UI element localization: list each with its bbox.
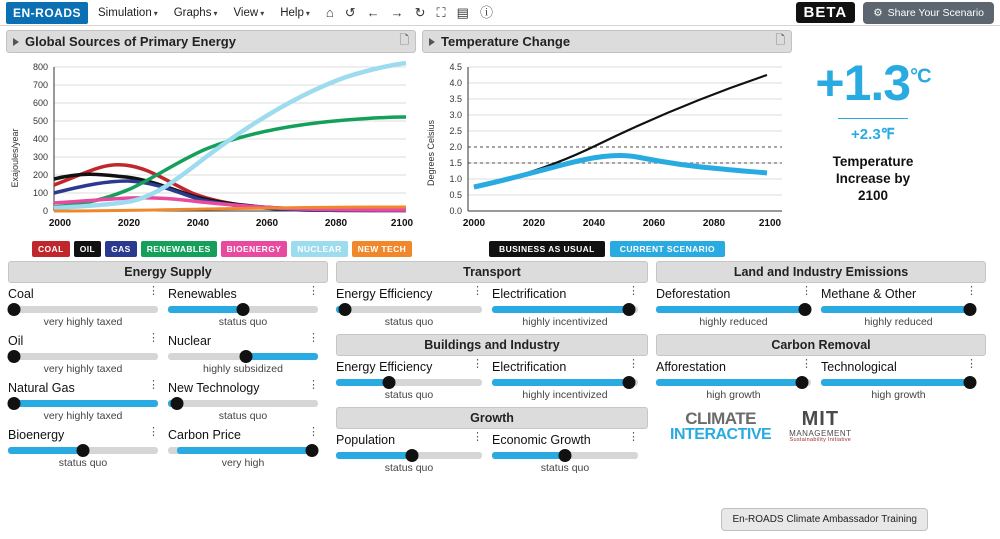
slider-transport-electrification-label: Electrification	[492, 287, 567, 301]
kebab-menu-icon[interactable]: ⋮	[966, 285, 977, 297]
svg-text:800: 800	[32, 62, 48, 72]
triangle-right-icon[interactable]	[429, 38, 435, 46]
menu-help[interactable]	[280, 7, 310, 19]
group-carbon-removal-title: Carbon Removal	[656, 334, 986, 356]
slider-buildings-electrification-fill	[492, 379, 629, 386]
slider-bioenergy-track[interactable]	[8, 447, 158, 454]
copy-icon[interactable]: 🗋	[775, 33, 785, 47]
kebab-menu-icon[interactable]: ⋮	[308, 285, 319, 297]
slider-coal-knob[interactable]	[8, 303, 21, 316]
slider-transport-electrification-knob[interactable]	[623, 303, 636, 316]
slider-coal-status: very highly taxed	[43, 316, 123, 328]
temperature-caption-line3: 2100	[857, 187, 889, 203]
temperature-fahrenheit: +2.3℉	[838, 118, 908, 143]
svg-text:2060: 2060	[255, 218, 279, 229]
svg-text:2000: 2000	[462, 218, 486, 229]
slider-population-track[interactable]	[336, 452, 482, 459]
slider-afforestation-label: Afforestation	[656, 360, 726, 374]
climate-interactive-logo[interactable]	[670, 410, 771, 443]
svg-text:2.0: 2.0	[449, 142, 462, 152]
climate-ambassador-training-button[interactable]: En-ROADS Climate Ambassador Training	[721, 508, 928, 531]
slider-technological-track[interactable]	[821, 379, 976, 386]
land-sliders	[656, 287, 986, 334]
panel-primary-energy-header[interactable]	[6, 30, 416, 53]
group-energy-supply-title: Energy Supply	[8, 261, 328, 283]
svg-text:4.0: 4.0	[449, 78, 462, 88]
slider-technological[interactable]	[821, 360, 986, 401]
svg-text:0.0: 0.0	[449, 206, 462, 216]
slider-economic-growth[interactable]	[492, 433, 648, 474]
back-icon[interactable]: ←	[366, 5, 380, 20]
slider-population[interactable]	[336, 433, 492, 474]
svg-text:2020: 2020	[117, 218, 141, 229]
redo-icon[interactable]: ↻	[414, 5, 426, 20]
app-logo[interactable]: EN-ROADS	[6, 2, 88, 24]
slider-buildings-electrification-track[interactable]	[492, 379, 638, 386]
svg-text:200: 200	[32, 170, 48, 180]
slider-carbon-price[interactable]	[168, 428, 328, 469]
svg-text:100: 100	[32, 188, 48, 198]
slider-new-technology-knob[interactable]	[171, 397, 184, 410]
temperature-caption	[798, 154, 948, 205]
slider-transport-electrification-track[interactable]	[492, 306, 638, 313]
menu-graphs[interactable]	[174, 7, 218, 19]
svg-text:2080: 2080	[702, 218, 726, 229]
growth-sliders	[336, 433, 648, 480]
slider-natural-gas-knob[interactable]	[8, 397, 21, 410]
slider-population-label: Population	[336, 433, 396, 447]
undo-icon[interactable]: ↺	[344, 5, 356, 20]
slider-bioenergy-label: Bioenergy	[8, 428, 65, 442]
legend-renewables[interactable]: RENEWABLES	[141, 241, 217, 257]
slider-afforestation-fill	[656, 379, 802, 386]
svg-text:3.0: 3.0	[449, 110, 462, 120]
slider-nuclear-knob[interactable]	[240, 350, 253, 363]
transport-sliders	[336, 287, 648, 334]
slider-oil[interactable]	[8, 334, 168, 375]
climate-interactive-line1: CLIMATE	[685, 409, 756, 429]
carbon-removal-sliders	[656, 360, 986, 407]
footer-logos	[656, 409, 986, 444]
slider-economic-growth-fill	[492, 452, 565, 459]
temperature-number: +1.3	[815, 55, 911, 111]
panel-temperature-change	[422, 30, 792, 257]
charts-row	[0, 26, 1000, 257]
menu-simulation-label: Simulation	[98, 6, 152, 19]
copy-icon[interactable]: 🗋	[399, 33, 409, 47]
share-icon: ⚙	[873, 6, 883, 19]
slider-bioenergy-knob[interactable]	[77, 444, 90, 457]
slider-transport-electrification-fill	[492, 306, 629, 313]
menu-graphs-label: Graphs	[173, 6, 212, 19]
slider-buildings-electrification-status: highly incentivized	[522, 389, 608, 401]
slider-technological-status: high growth	[871, 389, 926, 401]
buildings-sliders	[336, 360, 648, 407]
svg-text:2040: 2040	[186, 218, 210, 229]
svg-text:Exajoules/year: Exajoules/year	[10, 128, 20, 188]
svg-text:2060: 2060	[642, 218, 666, 229]
slider-new-technology-track[interactable]	[168, 400, 318, 407]
home-icon[interactable]: ⌂	[325, 5, 334, 20]
group-land-title: Land and Industry Emissions	[656, 261, 986, 283]
slider-transport-energy-efficiency-label: Energy Efficiency	[336, 287, 433, 301]
slider-deforestation-fill	[656, 306, 805, 313]
triangle-right-icon[interactable]	[13, 38, 19, 46]
temperature-unit: °C	[910, 65, 931, 88]
slider-afforestation-status: high growth	[706, 389, 761, 401]
panel-temperature-header[interactable]	[422, 30, 792, 53]
kebab-menu-icon[interactable]: ⋮	[148, 332, 159, 344]
menu-help-label: Help	[280, 6, 304, 19]
slider-population-fill	[336, 452, 412, 459]
share-scenario-button[interactable]	[863, 2, 994, 24]
kebab-menu-icon[interactable]: ⋮	[966, 358, 977, 370]
slider-nuclear[interactable]	[168, 334, 328, 375]
expand-icon[interactable]: ⛶	[436, 5, 446, 20]
slider-carbon-price-status: very high	[221, 457, 265, 469]
grid-icon[interactable]: ▤	[456, 5, 469, 20]
chevron-down-icon: ▾	[305, 8, 310, 18]
slider-technological-label: Technological	[821, 360, 897, 374]
slider-new-technology-status: status quo	[218, 410, 268, 422]
group-growth-title: Growth	[336, 407, 648, 429]
slider-population-status: status quo	[384, 462, 434, 474]
svg-text:2.5: 2.5	[449, 126, 462, 136]
slider-carbon-price-label: Carbon Price	[168, 428, 241, 442]
legend-coal[interactable]: COAL	[32, 241, 70, 257]
slider-buildings-electrification[interactable]	[492, 360, 648, 401]
menu-view-label: View	[233, 6, 259, 19]
kebab-menu-icon[interactable]: ⋮	[801, 285, 812, 297]
svg-text:0.5: 0.5	[449, 190, 462, 200]
kebab-menu-icon[interactable]: ⋮	[628, 431, 639, 443]
slider-deforestation-status: highly reduced	[699, 316, 768, 328]
slider-afforestation-knob[interactable]	[795, 376, 808, 389]
slider-carbon-price-track[interactable]	[168, 447, 318, 454]
slider-buildings-energy-efficiency-track[interactable]	[336, 379, 482, 386]
legend-gas[interactable]: GAS	[105, 241, 137, 257]
kebab-menu-icon[interactable]: ⋮	[628, 358, 639, 370]
svg-text:500: 500	[32, 116, 48, 126]
mit-logo[interactable]	[789, 409, 851, 444]
energy-legend	[6, 238, 416, 257]
share-scenario-label: Share Your Scenario	[887, 6, 984, 19]
slider-natural-gas-status: very highly taxed	[43, 410, 123, 422]
slider-natural-gas[interactable]	[8, 381, 168, 422]
kebab-menu-icon[interactable]: ⋮	[148, 379, 159, 391]
temperature-legend	[422, 238, 792, 257]
slider-oil-track[interactable]	[8, 353, 158, 360]
column-demand	[336, 261, 648, 480]
slider-transport-electrification-status: highly incentivized	[522, 316, 608, 328]
mit-line3: Sustainability Initiative	[789, 437, 852, 444]
slider-coal-label: Coal	[8, 287, 34, 301]
slider-transport-electrification[interactable]	[492, 287, 648, 328]
climate-interactive-line2: INTERACTIVE	[670, 426, 772, 444]
svg-text:Degrees Celsius: Degrees Celsius	[426, 119, 436, 187]
slider-renewables-knob[interactable]	[237, 303, 250, 316]
slider-renewables-track[interactable]	[168, 306, 318, 313]
slider-buildings-energy-efficiency-label: Energy Efficiency	[336, 360, 433, 374]
slider-coal-track[interactable]	[8, 306, 158, 313]
svg-text:2100: 2100	[390, 218, 414, 229]
slider-oil-knob[interactable]	[8, 350, 21, 363]
kebab-menu-icon[interactable]: ⋮	[308, 332, 319, 344]
primary-energy-svg	[6, 53, 416, 233]
slider-afforestation[interactable]	[656, 360, 821, 401]
kebab-menu-icon[interactable]: ⋮	[148, 426, 159, 438]
svg-text:2040: 2040	[582, 218, 606, 229]
slider-deforestation[interactable]	[656, 287, 821, 328]
legend-new-tech[interactable]: NEW TECH	[352, 241, 413, 257]
column-emissions	[656, 261, 986, 480]
slider-coal[interactable]	[8, 287, 168, 328]
slider-natural-gas-track[interactable]	[8, 400, 158, 407]
slider-deforestation-label: Deforestation	[656, 287, 731, 301]
slider-deforestation-track[interactable]	[656, 306, 811, 313]
slider-bioenergy-fill	[8, 447, 83, 454]
temperature-caption-line1: Temperature	[832, 154, 914, 169]
slider-buildings-electrification-knob[interactable]	[623, 376, 636, 389]
kebab-menu-icon[interactable]: ⋮	[628, 285, 639, 297]
slider-methane-other-label: Methane & Other	[821, 287, 917, 301]
slider-renewables-label: Renewables	[168, 287, 237, 301]
kebab-menu-icon[interactable]: ⋮	[308, 426, 319, 438]
menu-simulation[interactable]	[98, 7, 158, 19]
slider-nuclear-track[interactable]	[168, 353, 318, 360]
slider-bioenergy-status: status quo	[58, 457, 108, 469]
controls-area	[0, 257, 1000, 480]
slider-transport-energy-efficiency-status: status quo	[384, 316, 434, 328]
energy-supply-sliders	[8, 287, 328, 475]
slider-transport-energy-efficiency[interactable]	[336, 287, 492, 328]
slider-oil-label: Oil	[8, 334, 24, 348]
svg-text:300: 300	[32, 152, 48, 162]
mit-line2: MANAGEMENT	[789, 429, 852, 438]
svg-text:1.0: 1.0	[449, 174, 462, 184]
slider-technological-fill	[821, 379, 970, 386]
temperature-chart	[422, 53, 792, 257]
menu-view[interactable]	[233, 7, 264, 19]
svg-text:400: 400	[32, 134, 48, 144]
slider-new-technology[interactable]	[168, 381, 328, 422]
chevron-down-icon: ▾	[260, 8, 265, 18]
temperature-value	[798, 55, 948, 111]
svg-text:2020: 2020	[522, 218, 546, 229]
kebab-menu-icon[interactable]: ⋮	[801, 358, 812, 370]
legend-nuclear[interactable]: NUCLEAR	[291, 241, 347, 257]
svg-text:600: 600	[32, 98, 48, 108]
temperature-svg	[422, 53, 792, 233]
chevron-down-icon: ▾	[153, 8, 158, 18]
kebab-menu-icon[interactable]: ⋮	[472, 358, 483, 370]
svg-text:4.5: 4.5	[449, 62, 462, 72]
info-icon[interactable]: ⓘ	[479, 5, 493, 20]
svg-text:1.5: 1.5	[449, 158, 462, 168]
panel-primary-energy	[6, 30, 416, 257]
slider-bioenergy[interactable]	[8, 428, 168, 469]
primary-energy-chart	[6, 53, 416, 257]
svg-text:2080: 2080	[324, 218, 348, 229]
slider-population-knob[interactable]	[405, 449, 418, 462]
slider-renewables-fill	[168, 306, 243, 313]
slider-deforestation-knob[interactable]	[798, 303, 811, 316]
legend-business-as-usual[interactable]: BUSINESS AS USUAL	[489, 241, 605, 257]
svg-text:700: 700	[32, 80, 48, 90]
kebab-menu-icon[interactable]: ⋮	[148, 285, 159, 297]
slider-oil-status: very highly taxed	[43, 363, 123, 375]
kebab-menu-icon[interactable]: ⋮	[308, 379, 319, 391]
slider-economic-growth-track[interactable]	[492, 452, 638, 459]
slider-buildings-energy-efficiency-fill	[336, 379, 389, 386]
slider-economic-growth-status: status quo	[540, 462, 590, 474]
legend-bioenergy[interactable]: BIOENERGY	[221, 241, 288, 257]
slider-methane-other-fill	[821, 306, 970, 313]
slider-buildings-electrification-label: Electrification	[492, 360, 567, 374]
slider-methane-other-knob[interactable]	[963, 303, 976, 316]
top-toolbar	[0, 0, 1000, 26]
slider-natural-gas-label: Natural Gas	[8, 381, 75, 395]
slider-methane-other[interactable]	[821, 287, 986, 328]
slider-carbon-price-knob[interactable]	[306, 444, 319, 457]
slider-economic-growth-knob[interactable]	[559, 449, 572, 462]
group-transport-title: Transport	[336, 261, 648, 283]
temperature-caption-line2: Increase by	[835, 170, 911, 186]
slider-renewables-status: status quo	[218, 316, 268, 328]
slider-nuclear-label: Nuclear	[168, 334, 212, 348]
slider-carbon-price-fill	[177, 447, 312, 454]
group-buildings-title: Buildings and Industry	[336, 334, 648, 356]
svg-text:2000: 2000	[48, 218, 72, 229]
slider-technological-knob[interactable]	[963, 376, 976, 389]
legend-oil[interactable]: OIL	[74, 241, 101, 257]
kebab-menu-icon[interactable]: ⋮	[472, 431, 483, 443]
svg-text:3.5: 3.5	[449, 94, 462, 104]
temperature-readout	[798, 30, 948, 257]
slider-economic-growth-label: Economic Growth	[492, 433, 591, 447]
beta-badge: BETA	[796, 2, 856, 23]
slider-new-technology-label: New Technology	[168, 381, 260, 395]
svg-text:0: 0	[42, 206, 48, 216]
slider-transport-energy-efficiency-track[interactable]	[336, 306, 482, 313]
slider-buildings-energy-efficiency-status: status quo	[384, 389, 434, 401]
group-energy-supply	[8, 261, 328, 480]
panel-primary-energy-title: Global Sources of Primary Energy	[25, 34, 236, 49]
slider-nuclear-status: highly subsidized	[203, 363, 283, 375]
slider-methane-other-track[interactable]	[821, 306, 976, 313]
slider-buildings-energy-efficiency-knob[interactable]	[382, 376, 395, 389]
panel-temperature-title: Temperature Change	[441, 34, 571, 49]
legend-current-scenario[interactable]: CURRENT SCENARIO	[610, 241, 725, 257]
chevron-down-icon: ▾	[213, 8, 218, 18]
slider-methane-other-status: highly reduced	[864, 316, 933, 328]
slider-nuclear-fill	[246, 353, 318, 360]
svg-text:2100: 2100	[758, 218, 782, 229]
forward-icon[interactable]: →	[390, 5, 404, 20]
slider-afforestation-track[interactable]	[656, 379, 811, 386]
slider-renewables[interactable]	[168, 287, 328, 328]
slider-buildings-energy-efficiency[interactable]	[336, 360, 492, 401]
mit-line1: MIT	[801, 408, 840, 430]
kebab-menu-icon[interactable]: ⋮	[472, 285, 483, 297]
slider-transport-energy-efficiency-knob[interactable]	[338, 303, 351, 316]
slider-natural-gas-fill	[14, 400, 158, 407]
